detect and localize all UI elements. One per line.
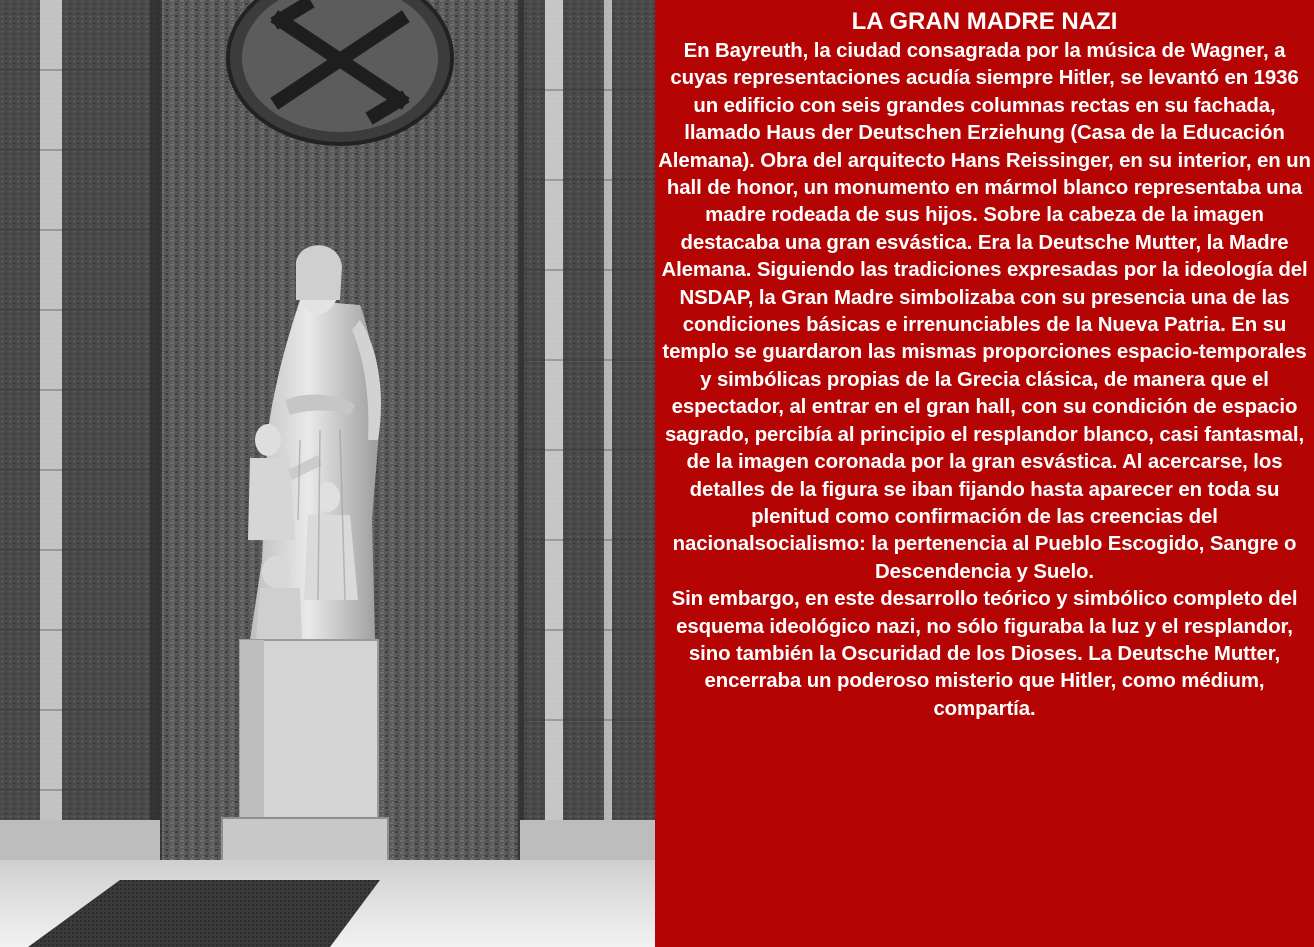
- left-pillar: [0, 0, 160, 860]
- right-pillar: [520, 0, 655, 860]
- paragraph-1: En Bayreuth, la ciudad consagrada por la música de Wagner, a cuyas representaciones acudía siempre Hitler, se levantó en 1936 un edificio con seis grandes columnas rectas en su fachada, llamado Haus der Deutschen Erziehung (Casa de la Educación Alemana). Obra del arquitecto Hans Reissinger, en su interior, en un hall de honor, un monumento en mármol blanco representaba una madre rodeada de sus hijos. Sobre la cabeza de la imagen destacaba una gran esvástica. Era la Deutsche Mutter, la Madre Alemana. Siguiendo las tradiciones expresadas por la ideología del NSDAP, la Gran Madre simbolizaba con su presencia una de las condiciones básicas e irrenunciables de la Nueva Patria. En su templo se guardaron las mismas proporciones espacio-temporales y simbólicas propias de la Grecia clásica, de manera que el espectador, al entrar en el gran hall, con su condición de espacio sagrado, percibía al principio el resplandor blanco, casi fantasmal, de la imagen coronada por la gran esvástica. Al acercarse, los detalles de la figura se iban fijando hasta aparecer en toda su plenitud como confirmación de las creencias del nacionalsocialismo: la pertenencia al Pueblo Escogido, Sangre o Descendencia y Suelo.: [658, 40, 1311, 583]
- paragraph-2: Sin embargo, en este desarrollo teórico y simbólico completo del esquema ideológico nazi, no sólo figuraba la luz y el resplandor, sino también la Oscuridad de los Dioses. La Deutsche Mutter, encerraba un poderoso misterio que Hitler, como médium, compartía.: [671, 588, 1298, 720]
- statue-pedestal: [222, 640, 388, 866]
- statue-photograph: [0, 0, 655, 947]
- text-panel: [655, 0, 1314, 947]
- photo-illustration: [0, 0, 655, 947]
- document-title: LA GRAN MADRE NAZI: [851, 8, 1118, 35]
